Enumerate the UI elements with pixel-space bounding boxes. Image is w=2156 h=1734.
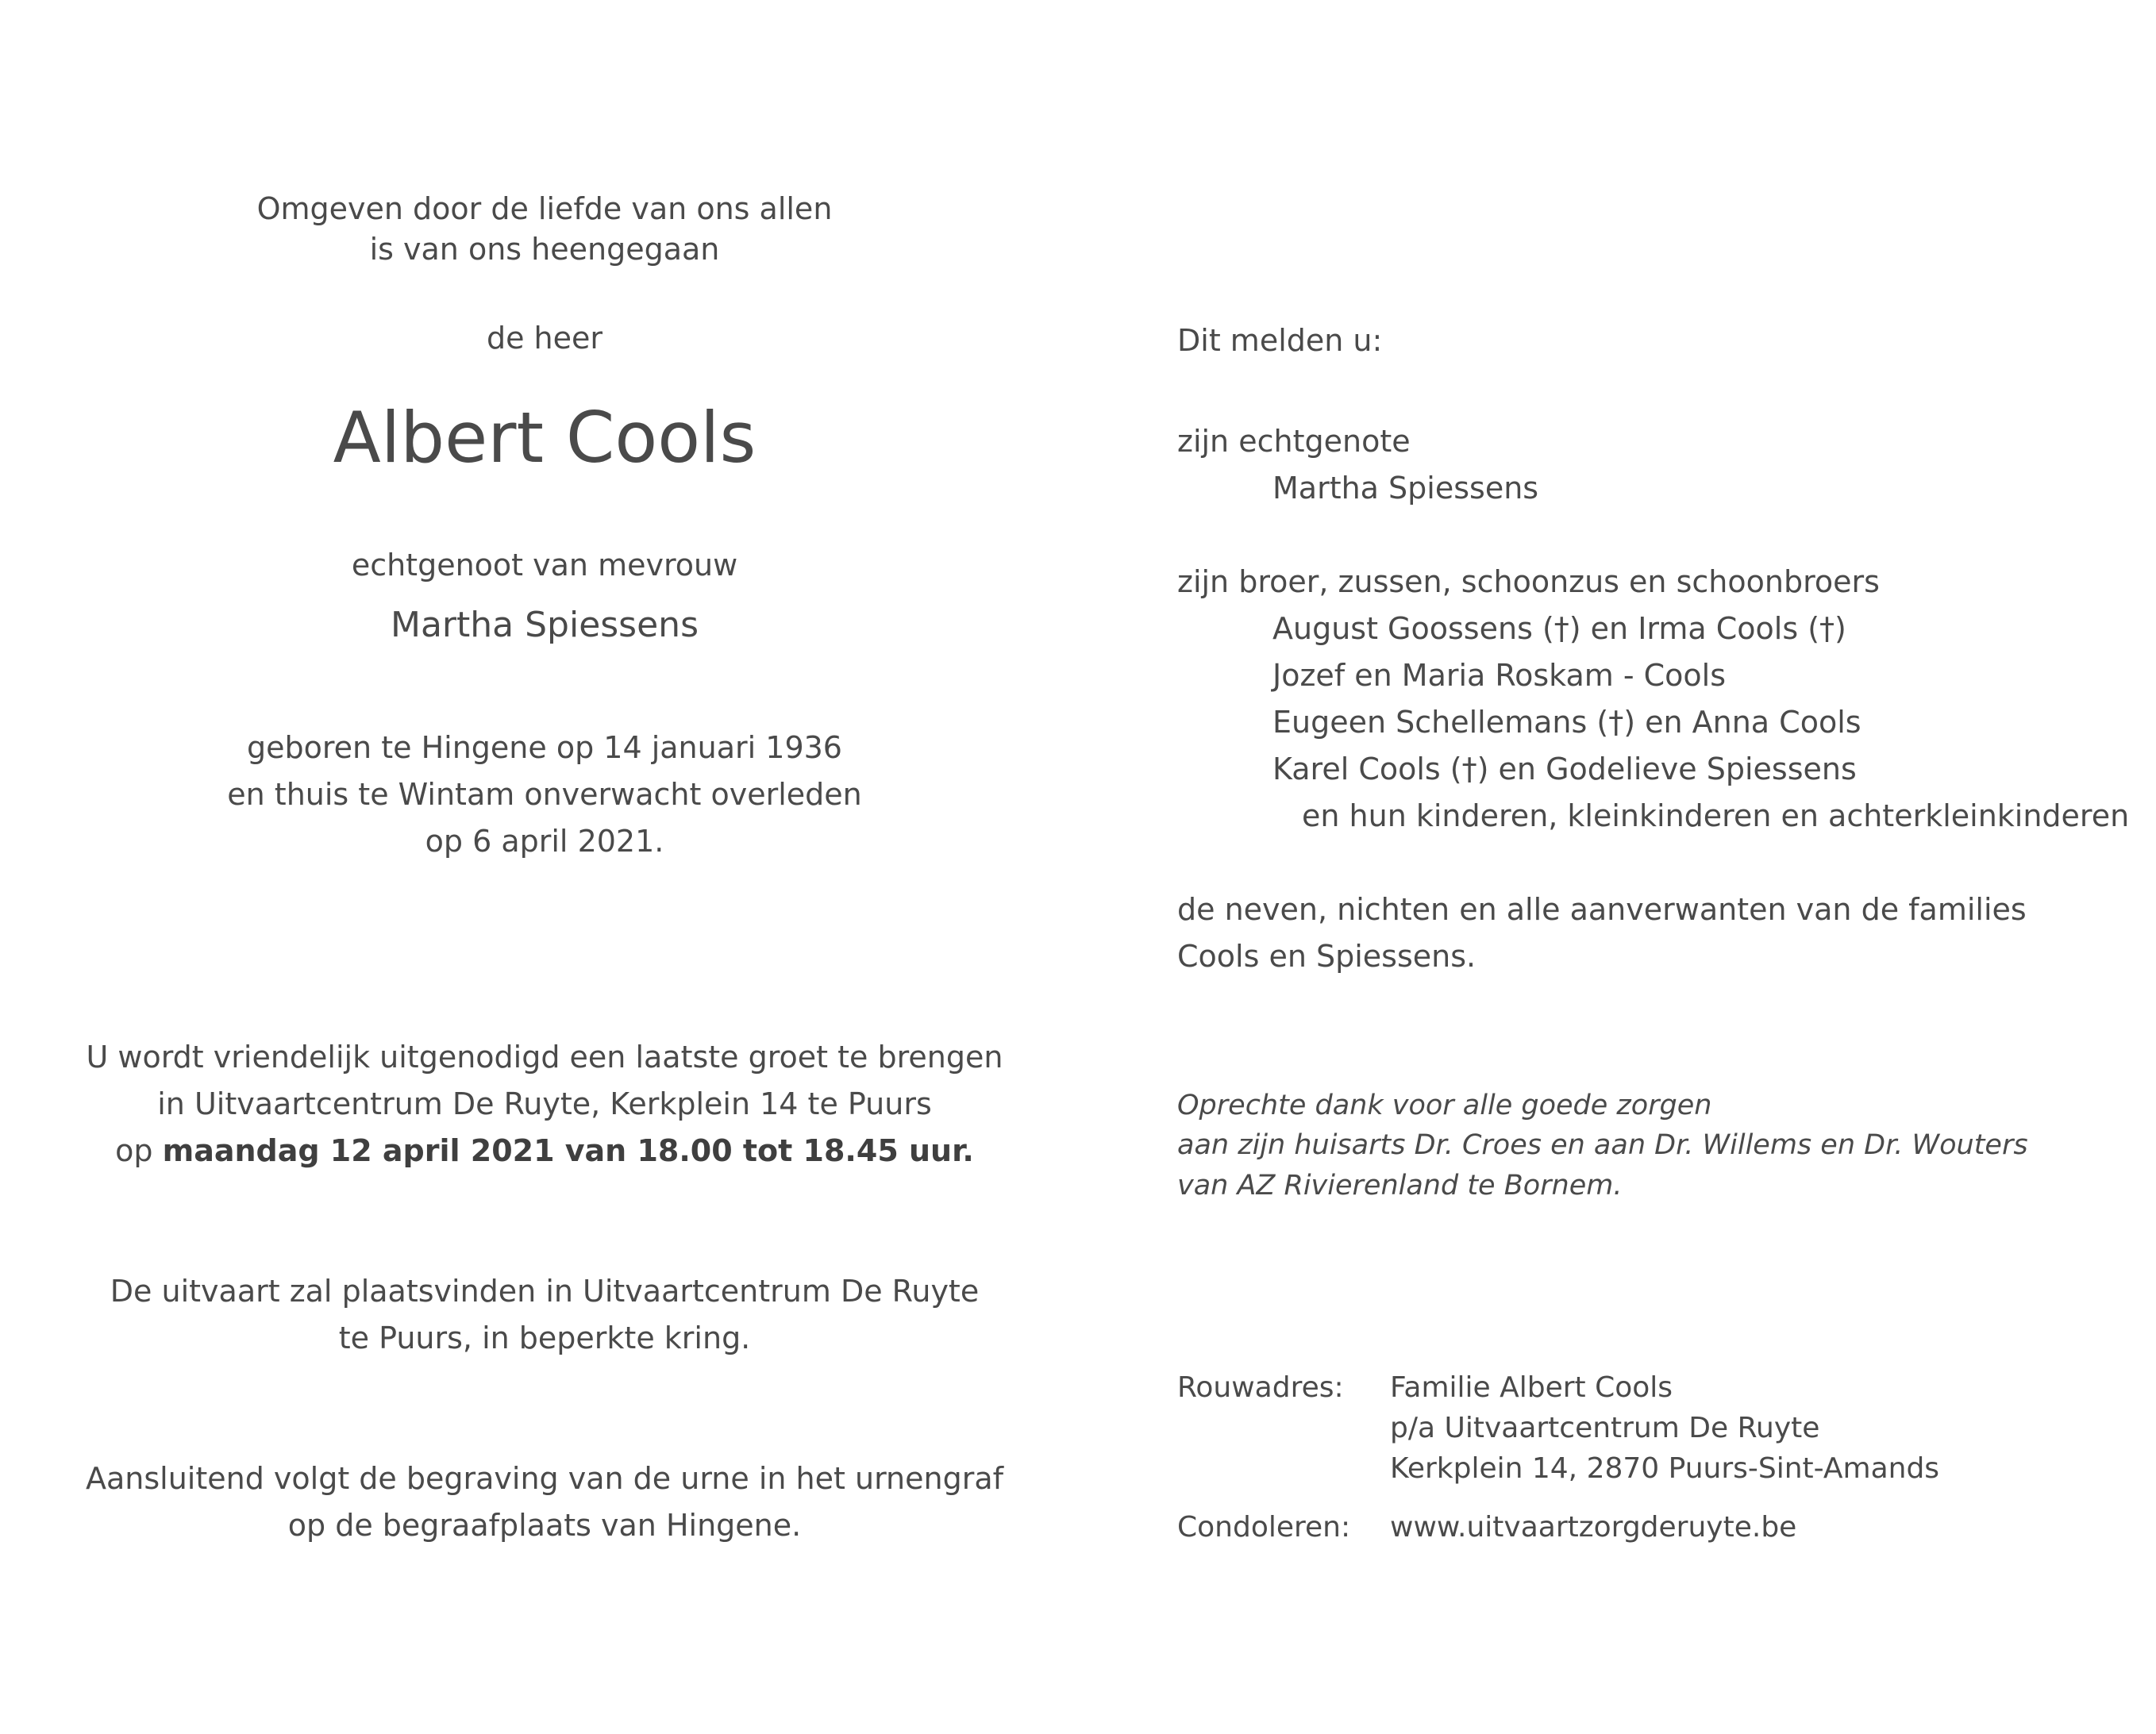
funeral-line-2: te Puurs, in beperkte kring. (338, 1321, 751, 1355)
address-line-1: Familie Albert Cools (1390, 1371, 1673, 1404)
invitation-line-2: in Uitvaartcentrum De Ruyte, Kerkplein 14 te Puurs (157, 1086, 932, 1121)
thanks-line-3: van AZ Rivierenland te Bornem. (1177, 1170, 1623, 1201)
sibling-line: Jozef en Maria Roskam - Cools (1272, 658, 1727, 693)
death-line: en thuis te Wintam onverwacht overleden (227, 777, 862, 812)
address-line-3: Kerkplein 14, 2870 Puurs-Sint-Amands (1390, 1452, 1940, 1485)
thanks-line-1: Oprechte dank voor alle goede zorgen (1177, 1090, 1712, 1121)
spouse-label: zijn echtgenote (1177, 424, 1411, 459)
sibling-line: Karel Cools (†) en Godelieve Spiessens (1272, 752, 1857, 786)
spouse-name-right: Martha Spiessens (1272, 471, 1539, 506)
condole-url[interactable]: www.uitvaartzorgderuyte.be (1390, 1511, 1797, 1544)
intro-line-2: is van ons heengegaan (369, 232, 720, 267)
descendants-line: en hun kinderen, kleinkinderen en achterkleinkinderen (1302, 798, 2130, 833)
intro-line-1: Omgeven door de liefde van ons allen (256, 191, 833, 226)
sibling-line: August Goossens (†) en Irma Cools (†) (1272, 611, 1846, 646)
death-date-line: op 6 april 2021. (425, 824, 664, 859)
siblings-label: zijn broer, zussen, schoonzus en schoonbroers (1177, 564, 1880, 599)
invitation-line-3 (68, 1133, 1021, 1168)
burial-line-1: Aansluitend volgt de begraving van de urne in het urnengraf (85, 1461, 1003, 1496)
viewing-datetime: maandag 12 april 2021 van 18.00 tot 18.45 uur. (162, 1133, 974, 1168)
funeral-line-1: De uitvaart zal plaatsvinden in Uitvaartcentrum De Ruyte (110, 1274, 980, 1309)
birth-line: geboren te Hingene op 14 januari 1936 (247, 730, 842, 765)
condole-label: Condoleren: (1177, 1511, 1351, 1544)
relatives-line-2: Cools en Spiessens. (1177, 939, 1476, 974)
relatives-line-1: de neven, nichten en alle aanverwanten van de families (1177, 892, 2027, 927)
title-de-heer: de heer (486, 321, 603, 356)
thanks-line-2: aan zijn huisarts Dr. Croes en aan Dr. Willems en Dr. Wouters (1177, 1129, 2028, 1161)
invitation-line-1: U wordt vriendelijk uitgenodigd een laatste groet te brengen (86, 1040, 1003, 1075)
sibling-line: Eugeen Schellemans (†) en Anna Cools (1272, 705, 1861, 740)
announce-line: Dit melden u: (1177, 323, 1383, 358)
address-line-2: p/a Uitvaartcentrum De Ruyte (1390, 1412, 1820, 1444)
spouse-intro: echtgenoot van mevrouw (351, 548, 738, 582)
spouse-name: Martha Spiessens (391, 605, 699, 645)
deceased-name: Albert Cools (333, 397, 757, 479)
invitation-prefix: op (115, 1133, 163, 1168)
address-label: Rouwadres: (1177, 1371, 1344, 1404)
burial-line-2: op de begraafplaats van Hingene. (287, 1508, 802, 1543)
